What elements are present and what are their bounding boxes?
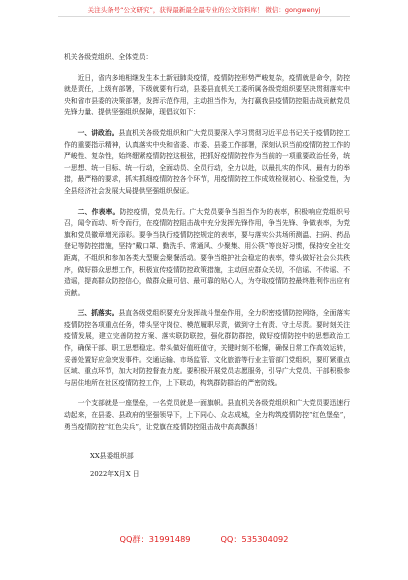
paragraph-text: 防控疫情，党员先行。广大党员要争当担当作为的表率，积极响应党组织号召，闻令而动、听令而行，在疫情防控阻击战中充分发挥先锋作用，争当先锋、争做表率，为党旗和党员徽章增光添彩。要争当执行疫情防控规定的表率，要与落实公共场所测温、扫码、药品登记等防控措施，坚持“戴口罩、勤洗手、常通风、少聚集、用公筷”等良好习惯，保持安全社交距离，不组织和参加各类大型聚会聚餐活动。要争当维护社会稳定的表率，带头做好社会公共秩序，做好群众思想工作，积极宣传疫情防控政策措施，主动回应群众关切，不信谣、不传谣、不造谣，提高群众防控信心，做群众最可信、最可靠的贴心人，为夺取疫情防控最终胜利作出应有贡献。 xyxy=(64,207,351,297)
document-date: 2022年X月X 日 xyxy=(90,469,140,478)
document-body xyxy=(64,52,350,480)
salutation: 机关各级党组织、全体党员： xyxy=(64,53,153,61)
paragraph-lead: 二、作表率。 xyxy=(77,207,120,216)
paragraph-politics xyxy=(64,128,350,198)
paragraph-lead: 一、讲政治。 xyxy=(77,128,119,137)
footer-contact xyxy=(0,534,408,545)
paragraph-text: 一个支部就是一座堡垒，一名党员就是一面旗帜。县直机关各级党组织和广大党员要迅速行动起来，在县委、县政府的坚强领导下，上下同心、众志成城，全力构筑疫情防控“红色堡垒”，勇当疫情防控“红色尖兵”，让党旗在疫情防控阻击战中高高飘扬！ xyxy=(64,399,350,431)
footer-qq: QQ：535304092 xyxy=(220,534,289,544)
paragraph-lead: 三、抓落实。 xyxy=(77,309,119,318)
signature: XX县委组织部 xyxy=(90,452,134,461)
footer-qq-group: QQ群：31991489 xyxy=(119,534,191,544)
paragraph-closing xyxy=(64,398,350,433)
paragraph-text: 近日，省内多地相继发生本土新冠肺炎疫情，疫情防控形势严峻复杂，疫情就是命令，防控就是责任，上级有部署，下级就要有行动，县委县直机关工委所属各级党组织要坚决贯彻落实中央和省市县委的决策部署，发挥示范作用，主动担当作为，为打赢我县疫情防控阻击战贡献党员先锋力量、提供坚强组织保障，现倡议如下： xyxy=(64,73,350,117)
paragraph-text: 县直机关各级党组织和广大党员要深入学习贯彻习近平总书记关于疫情防控工作的重要指示精神，认真落实中央和省委、市委、县委工作部署，深刻认识当前疫情防控工作的严峻性、复杂性，始终绷紧疫情防控这根弦，把抓好疫情防控作为当前的一项重要政治任务，统一思想、统一目标、统一行动，全面动员、全员行动，全力以赴，以最扎实的作风、最有力的举措，最严格的要求，抓实抓细疫情防控各个环节，用疫情防控工作成效检视初心、检验党性，为全县经济社会发展大局提供坚强组织保证。 xyxy=(64,128,351,195)
header-divider xyxy=(58,16,350,17)
paragraph-text: 县直各级党组织要充分发挥战斗堡垒作用，全力织密疫情防控网络，全面落实疫情防控各项重点任务，带头坚守岗位、模范履职尽责，做到守土有责、守土尽责。要时刻关注疫情发展，建立完善防控方案、落实联防联控，强化群防群控，做好疫情防控中的思想政治工作，确保干部、职工思想稳定。带头做好值班值守，关键时刻不松懈，确保日常工作高效运转，妥善处置好应急突发事件。交通运输、市场监管、文化旅游等行业主管部门党组织，要盯紧重点区域、重点环节，加大对防控督查力度。要积极开展党员志愿服务，引导广大党员、干部积极参与居住地所在社区疫情防控工作，上下联动，构筑群防群治的严密防线。 xyxy=(64,309,351,387)
paragraph-implement xyxy=(64,308,350,389)
top-banner: 关注头条号“公文研究”，获得最新最全最专业的公文资料库！ 微信：gongwenyj xyxy=(87,6,321,14)
paragraph-intro xyxy=(64,73,350,119)
paragraph-example xyxy=(64,207,350,300)
